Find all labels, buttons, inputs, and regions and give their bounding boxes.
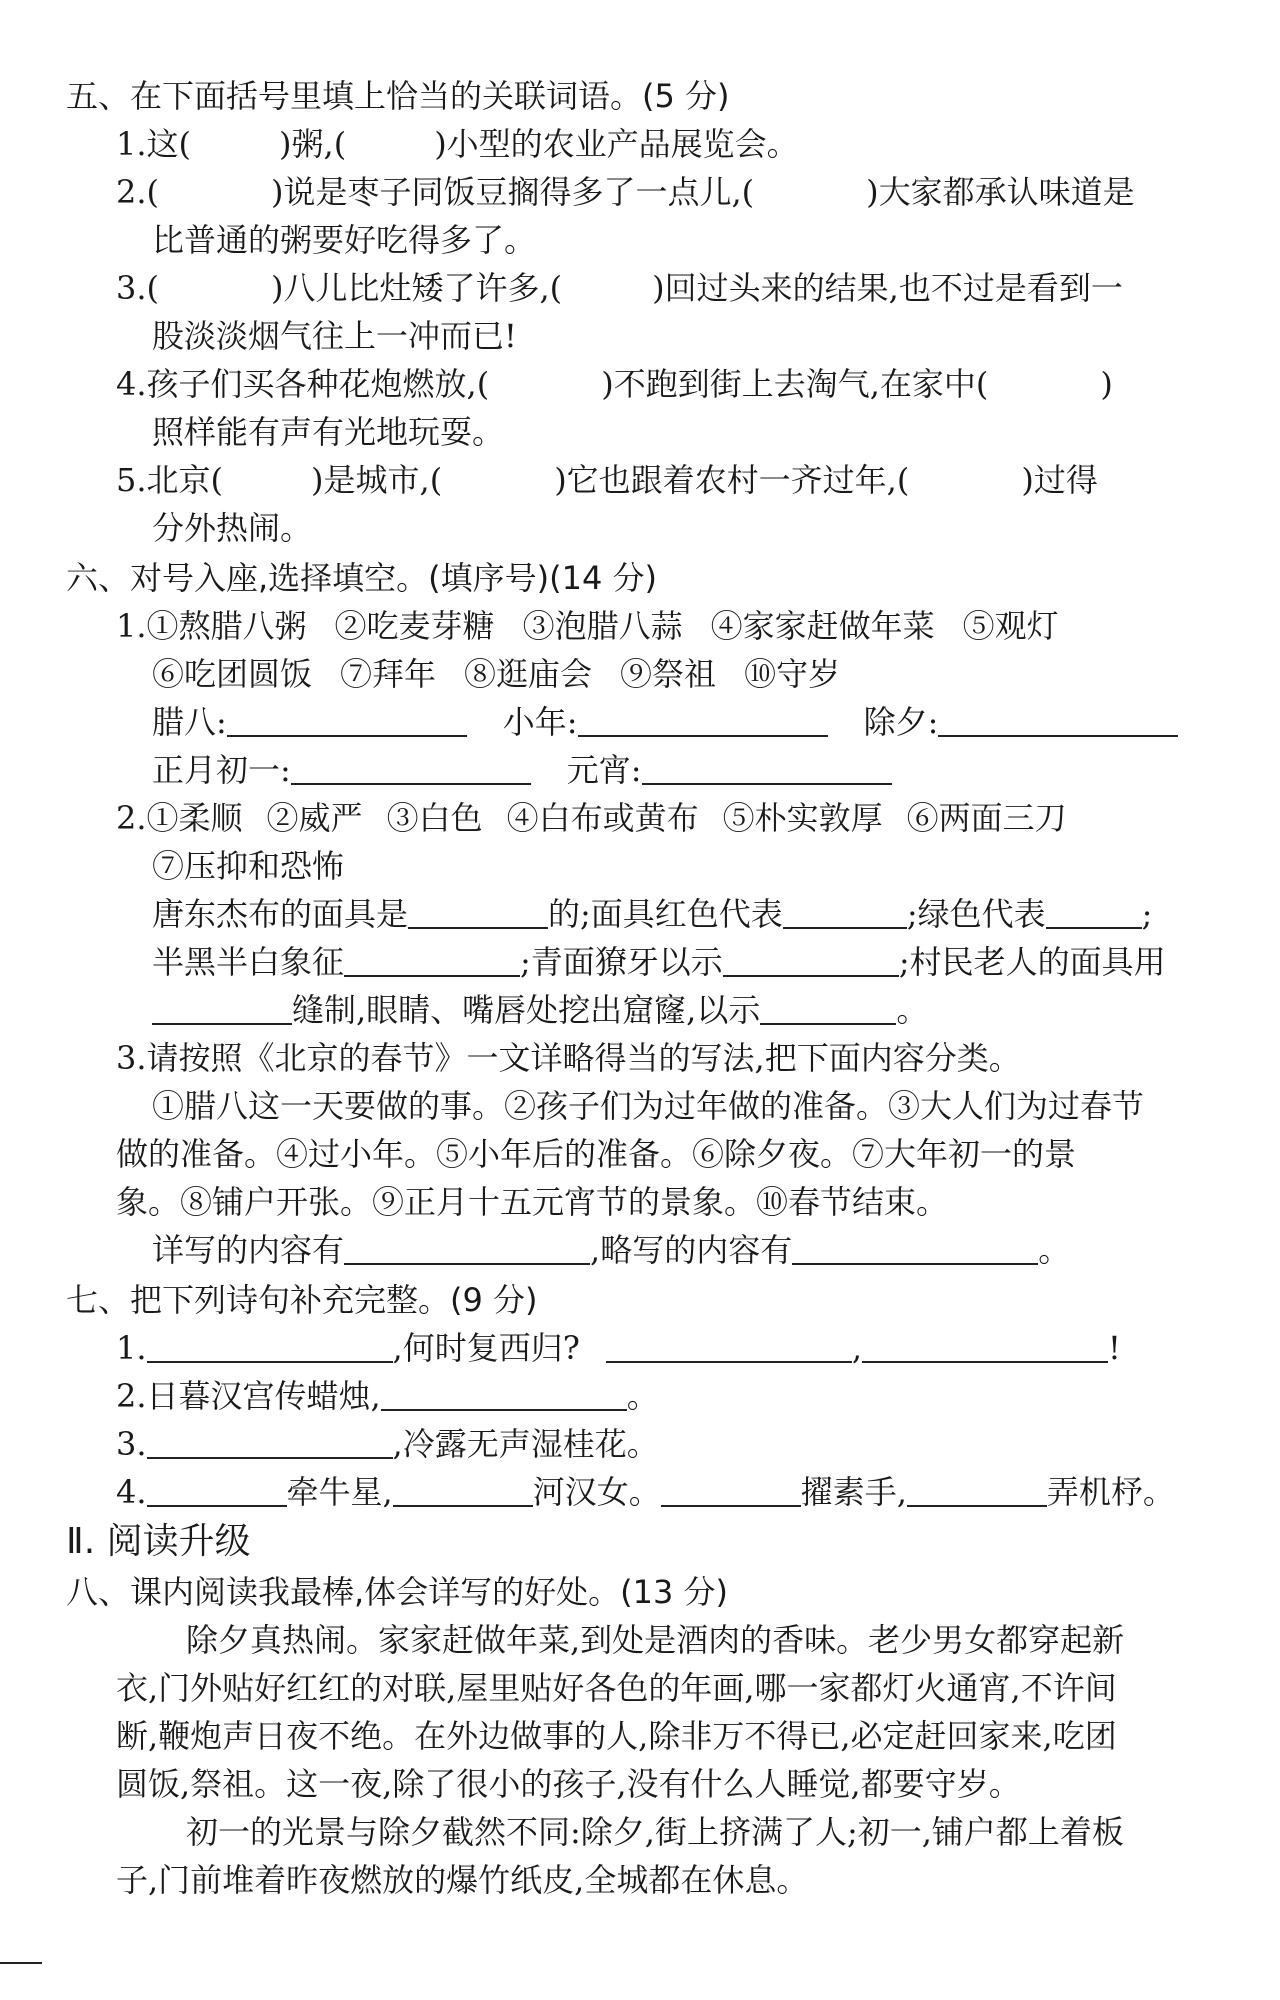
s6-q3-items-line-3: 象。⑧铺户开张。⑨正月十五元宵节的景象。⑩春节结束。 [116, 1183, 949, 1221]
option: ⑤观灯 [962, 607, 1059, 645]
answer-blank[interactable] [1046, 897, 1142, 929]
answer-blank[interactable] [862, 1331, 1108, 1363]
s5-question-4-cont: 照样能有声有光地玩耍。 [152, 413, 505, 451]
s7-question-1: 1. ,何时复西归? , ! [116, 1329, 1121, 1367]
option: ④白布或黄布 [506, 799, 699, 837]
option: ⑨祭祖 [620, 655, 717, 693]
option: ①熬腊八粥 [146, 607, 307, 645]
option: ③泡腊八蒜 [522, 607, 683, 645]
s5-question-4: 4.孩子们买各种花炮燃放,( )不跑到街上去淘气,在家中( ) [116, 365, 1113, 403]
option: ②吃麦芽糖 [334, 607, 495, 645]
passage-line: 衣,门外贴好红红的对联,屋里贴好各色的年画,哪一家都灯火通宵,不许间 [116, 1669, 1117, 1707]
answer-blank[interactable] [291, 753, 531, 785]
option: ④家家赶做年菜 [710, 607, 935, 645]
passage-line: 圆饭,祭祖。这一夜,除了很小的孩子,没有什么人睡觉,都要守岁。 [116, 1765, 1021, 1803]
answer-blank[interactable] [578, 705, 828, 737]
option: ⑤朴实敦厚 [722, 799, 883, 837]
s6-q3-fill: 详写的内容有 ,略写的内容有 。 [152, 1231, 1071, 1269]
answer-blank[interactable] [408, 897, 548, 929]
s6-q2-options-row-1: 2.①柔顺 ②威严 ③白色 ④白布或黄布 ⑤朴实敦厚 ⑥两面三刀 [116, 799, 1067, 837]
s5-question-5: 5.北京( )是城市,( )它也跟着农村一齐过年,( )过得 [116, 461, 1098, 499]
passage-line: 子,门前堆着昨夜燃放的爆竹纸皮,全城都在休息。 [116, 1861, 809, 1899]
answer-blank[interactable] [393, 1475, 533, 1507]
section-8-title: 八、课内阅读我最棒,体会详写的好处。(13 分) [66, 1573, 729, 1611]
passage-line: 除夕真热闹。家家赶做年菜,到处是酒肉的香味。老少男女都穿起新 [186, 1621, 1125, 1659]
option: ②威严 [266, 799, 363, 837]
option: ⑥吃团圆饭 [152, 655, 313, 693]
answer-blank[interactable] [147, 1475, 287, 1507]
answer-blank[interactable] [344, 1233, 590, 1265]
answer-blank[interactable] [381, 1379, 627, 1411]
answer-blank[interactable] [642, 753, 892, 785]
answer-blank[interactable] [606, 1331, 852, 1363]
answer-blank[interactable] [147, 1331, 393, 1363]
s7-question-3: 3. ,冷露无声湿桂花。 [116, 1425, 659, 1463]
option: ③白色 [386, 799, 483, 837]
passage-line: 初一的光景与除夕截然不同:除夕,街上挤满了人;初一,铺户都上着板 [186, 1813, 1124, 1851]
answer-blank[interactable] [723, 945, 899, 977]
s7-question-2: 2.日暮汉宫传蜡烛, 。 [116, 1377, 659, 1415]
answer-blank[interactable] [938, 705, 1178, 737]
s6-q2-fill-line-1: 唐东杰布的面具是 的;面具红色代表 ;绿色代表 ; [152, 895, 1153, 933]
option: ①柔顺 [146, 799, 243, 837]
s5-question-1: 1.这( )粥,( )小型的农业产品展览会。 [116, 125, 799, 163]
answer-blank[interactable] [152, 993, 292, 1025]
part-2-title: Ⅱ. 阅读升级 [66, 1521, 251, 1562]
section-6-title: 六、对号入座,选择填空。(填序号)(14 分) [66, 559, 658, 597]
answer-blank[interactable] [344, 945, 520, 977]
s7-question-4: 4. 牵牛星, 河汉女。 擢素手, 弄机杼。 [116, 1473, 1175, 1511]
section-7-title: 七、把下列诗句补充完整。(9 分) [66, 1281, 538, 1319]
answer-blank[interactable] [147, 1427, 393, 1459]
s6-q1-options-row-1: 1.①熬腊八粥 ②吃麦芽糖 ③泡腊八蒜 ④家家赶做年菜 ⑤观灯 [116, 607, 1059, 645]
s6-q2-options-row-2 [152, 844, 1280, 888]
s6-q1-fill-row-2: 正月初一: 元宵: [152, 748, 1280, 792]
answer-blank[interactable] [760, 993, 896, 1025]
option: ⑥两面三刀 [906, 799, 1067, 837]
answer-blank[interactable] [783, 897, 907, 929]
section-5-title: 五、在下面括号里填上恰当的关联词语。(5 分) [66, 77, 730, 115]
page-edge-mark [0, 1962, 42, 1964]
option: ⑩守岁 [744, 655, 841, 693]
s6-q3-items-line-1: ①腊八这一天要做的事。②孩子们为过年做的准备。③大人们为过春节 [152, 1087, 1145, 1125]
option: ⑦拜年 [340, 655, 437, 693]
s5-question-3: 3.( )八儿比灶矮了许多,( )回过头来的结果,也不过是看到一 [116, 269, 1123, 307]
answer-blank[interactable] [661, 1475, 801, 1507]
s6-q1-fill-row-1: 腊八: 小年: 除夕: [152, 700, 1280, 744]
s6-q2-fill-line-3: 缝制,眼睛、嘴唇处挖出窟窿,以示 。 [152, 988, 1280, 1032]
s6-q3-items-line-2: 做的准备。④过小年。⑤小年后的准备。⑥除夕夜。⑦大年初一的景 [116, 1135, 1077, 1173]
s5-question-3-cont: 股淡淡烟气往上一冲而已! [152, 317, 517, 355]
answer-blank[interactable] [792, 1233, 1038, 1265]
option: ⑧逛庙会 [464, 655, 593, 693]
s6-q1-options-row-2 [152, 652, 1280, 696]
s6-q2-fill-line-2: 半黑半白象征 ;青面獠牙以示 ;村民老人的面具用 [152, 943, 1166, 981]
s5-question-5-cont: 分外热闹。 [152, 509, 313, 547]
answer-blank[interactable] [227, 705, 467, 737]
s5-question-2-cont: 比普通的粥要好吃得多了。 [152, 221, 537, 259]
passage-line: 断,鞭炮声日夜不绝。在外边做事的人,除非万不得已,必定赶回家来,吃团 [116, 1717, 1117, 1755]
s5-question-2: 2.( )说是枣子同饭豆搁得多了一点儿,( )大家都承认味道是 [116, 173, 1135, 211]
s6-q3-intro: 3.请按照《北京的春节》一文详略得当的写法,把下面内容分类。 [116, 1039, 1021, 1077]
answer-blank[interactable] [907, 1475, 1047, 1507]
option: ⑦压抑和恐怖 [152, 847, 345, 885]
